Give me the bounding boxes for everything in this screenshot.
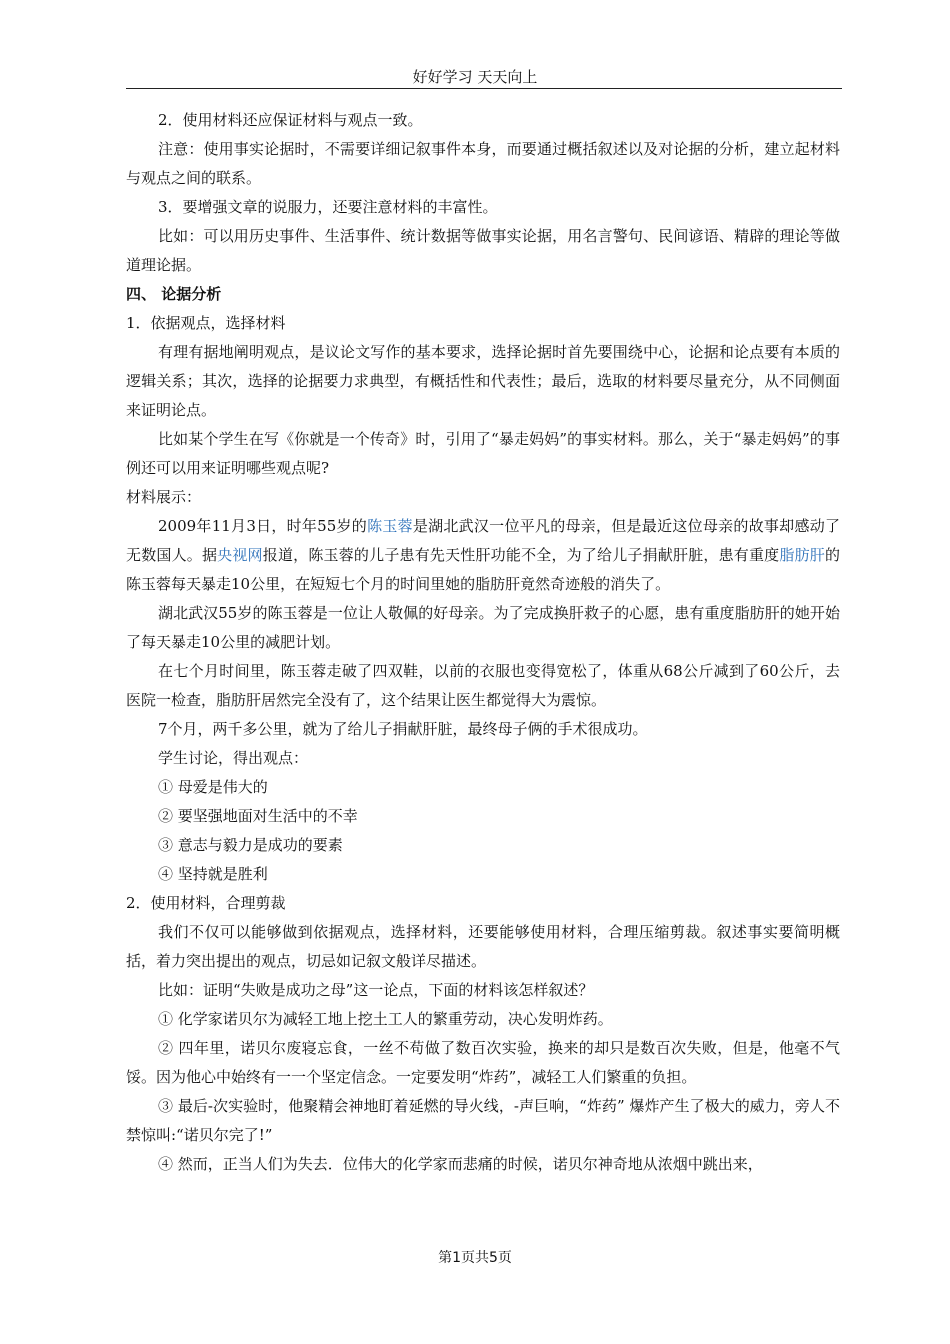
list-item: ① 化学家诺贝尔为减轻工地上挖土工人的繁重劳动，决心发明炸药。	[158, 1010, 613, 1028]
paragraph: 比如：证明“失败是成功之母”这一论点，下面的材料该怎样叙述？	[158, 981, 594, 999]
paragraph: 注意：使用事实论据时，不需要详细记叙事件本身，而要通过概括叙述以及对论据的分析，建立起材料与观点之间的联系。	[126, 140, 840, 187]
paragraph: 我们不仅可以能够做到依据观点，选择材料，还要能够使用材料，合理压缩剪裁。叙述事实要简明概括，着力突出提出的观点，切忌如记叙文般详尽描述。	[126, 923, 840, 970]
list-item: ③ 意志与毅力是成功的要素	[158, 836, 343, 854]
paragraph: 比如：可以用历史事件、生活事件、统计数据等做事实论据，用名言警句、民间谚语、精辟的理论等做道理论据。	[126, 227, 840, 274]
paragraph: 在七个月时间里，陈玉蓉走破了四双鞋，以前的衣服也变得宽松了，体重从68公斤减到了60公斤，去医院一检查，脂肪肝居然完全没有了，这个结果让医生都觉得大为震惊。	[126, 662, 840, 709]
paragraph: 材料展示：	[126, 488, 202, 506]
document-body	[126, 106, 840, 1179]
paragraph: 2．使用材料还应保证材料与观点一致。	[158, 111, 423, 129]
text-span: 是湖北武汉一位平凡的母亲，但是最近这位母亲的故事却感动了无数国人。据	[126, 517, 840, 564]
paragraph	[126, 512, 840, 599]
text-span: 的陈玉蓉每天暴走10公里，在短短七个月的时间里她的脂肪肝竟然奇迹般的消失了。	[126, 546, 840, 593]
list-item: ④ 坚持就是胜利	[158, 865, 268, 883]
link-chen-yurong[interactable]: 陈玉蓉	[367, 517, 413, 535]
subsection-heading: 1．依据观点，选择材料	[126, 314, 286, 332]
list-item: ② 要坚强地面对生活中的不幸	[158, 807, 358, 825]
link-cctv[interactable]: 央视网	[217, 546, 263, 564]
page-header: 好好学习 天天向上	[412, 68, 538, 86]
link-fatty-liver[interactable]: 脂肪肝	[779, 546, 825, 564]
header-divider	[126, 88, 842, 89]
paragraph: 比如某个学生在写《你就是一个传奇》时，引用了“暴走妈妈”的事实材料。那么，关于“暴走妈妈”的事例还可以用来证明哪些观点呢?	[126, 430, 840, 477]
text-span: 2009年11月3日，时年55岁的	[158, 517, 368, 535]
list-item: ② 四年里，诺贝尔废寝忘食，一丝不苟做了数百次实验，换来的却只是数百次失败，但是，他毫不气馁。因为他心中始终有一一个坚定信念。一定要发明“炸药”，减轻工人们繁重的负担。	[126, 1039, 840, 1086]
list-item: ④ 然而，正当人们为失去．位伟大的化学家而悲痛的时候，诺贝尔神奇地从浓烟中跳出来，	[158, 1155, 763, 1173]
paragraph: 学生讨论，得出观点：	[158, 749, 309, 767]
paragraph: 有理有据地阐明观点，是议论文写作的基本要求，选择论据时首先要围绕中心，论据和论点要有本质的逻辑关系；其次，选择的论据要力求典型，有概括性和代表性；最后，选取的材料要尽量充分，从不同侧面来证明论点。	[126, 343, 840, 419]
paragraph: 7个月，两千多公里，就为了给儿子捐献肝脏，最终母子俩的手术很成功。	[158, 720, 648, 738]
list-item: ③ 最后-次实验时，他聚精会神地盯着延燃的导火线，-声巨响，“炸药” 爆炸产生了极大的威力，旁人不禁惊叫:“诺贝尔完了!”	[126, 1097, 840, 1144]
list-item: ① 母爱是伟大的	[158, 778, 268, 796]
text-span: 报道，陈玉蓉的儿子患有先天性肝功能不全，为了给儿子捐献肝脏，患有重度	[262, 546, 780, 564]
page-footer: 第1页共5页	[438, 1250, 512, 1266]
section-heading: 四、 论据分析	[126, 285, 222, 303]
paragraph: 湖北武汉55岁的陈玉蓉是一位让人敬佩的好母亲。为了完成换肝救子的心愿，患有重度脂肪肝的她开始了每天暴走10公里的减肥计划。	[126, 604, 840, 651]
subsection-heading: 2．使用材料，合理剪裁	[126, 894, 286, 912]
paragraph: 3．要增强文章的说服力，还要注意材料的丰富性。	[158, 198, 498, 216]
